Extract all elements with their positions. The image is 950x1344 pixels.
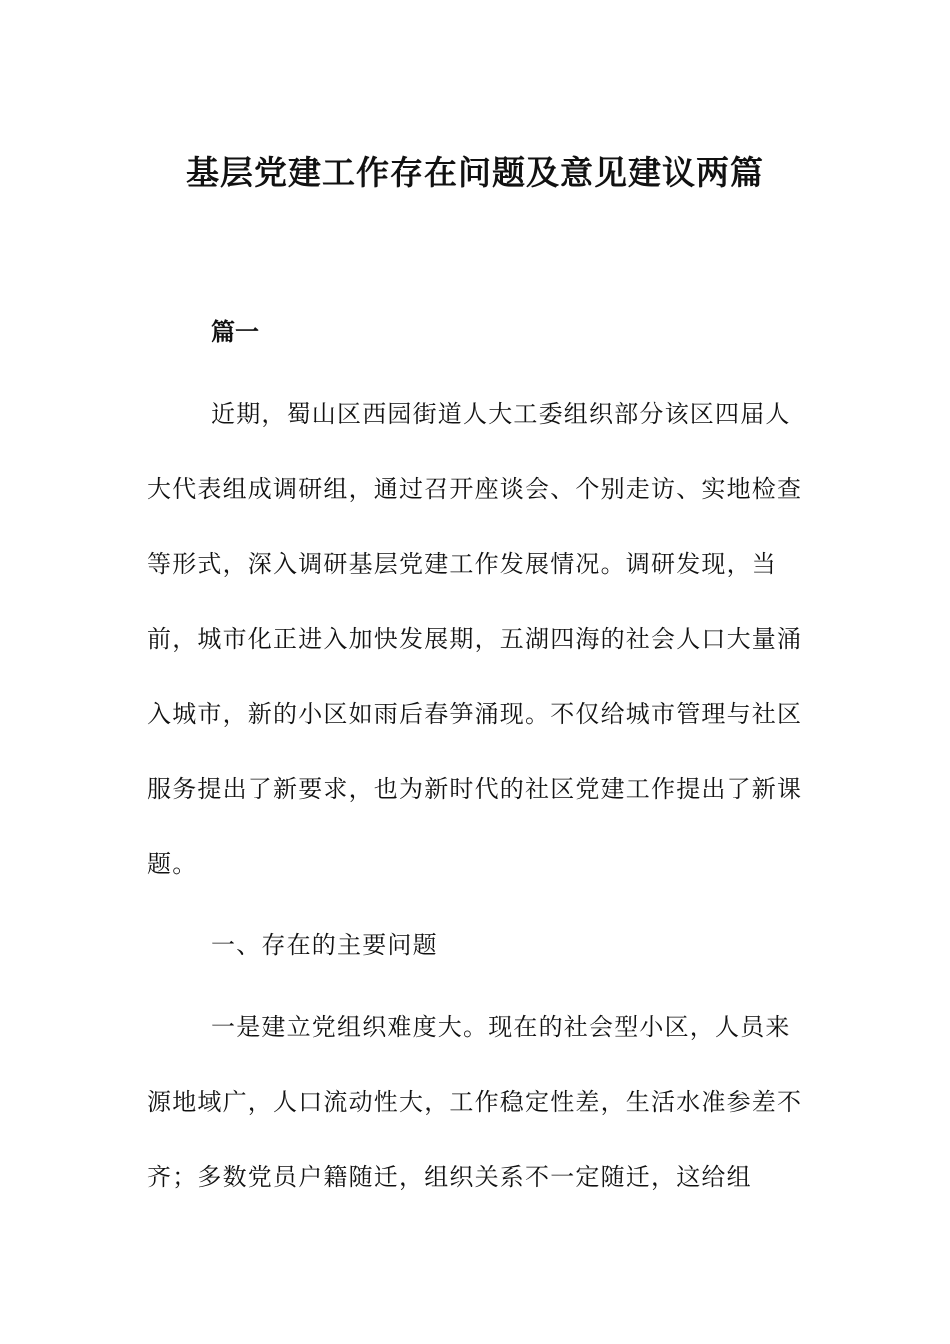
paragraph-heading-problems: 一、存在的主要问题	[211, 931, 438, 959]
paragraph-intro: 近期，蜀山区西园街道人大工委组织部分该区四届人大代表组成调研组，通过召开座谈会、个别走访、实地检查等形式，深入调研基层党建工作发展情况。调研发现，当前，城市化正进入加快发展期，五湖四海的社会人口大量涌入城市，新的小区如雨后春笋涌现。不仅给城市管理与社区服务提出了新要求，也为新时代的社区党建工作提出了新课题。	[147, 400, 803, 878]
document-title: 基层党建工作存在问题及意见建议两篇	[186, 153, 764, 192]
paragraph-problem-one: 一是建立党组织难度大。现在的社会型小区，人员来源地域广，人口流动性大，工作稳定性差，生活水准参差不齐；多数党员户籍随迁，组织关系不一定随迁，这给组	[147, 1013, 803, 1191]
section-heading: 篇一	[211, 318, 259, 346]
